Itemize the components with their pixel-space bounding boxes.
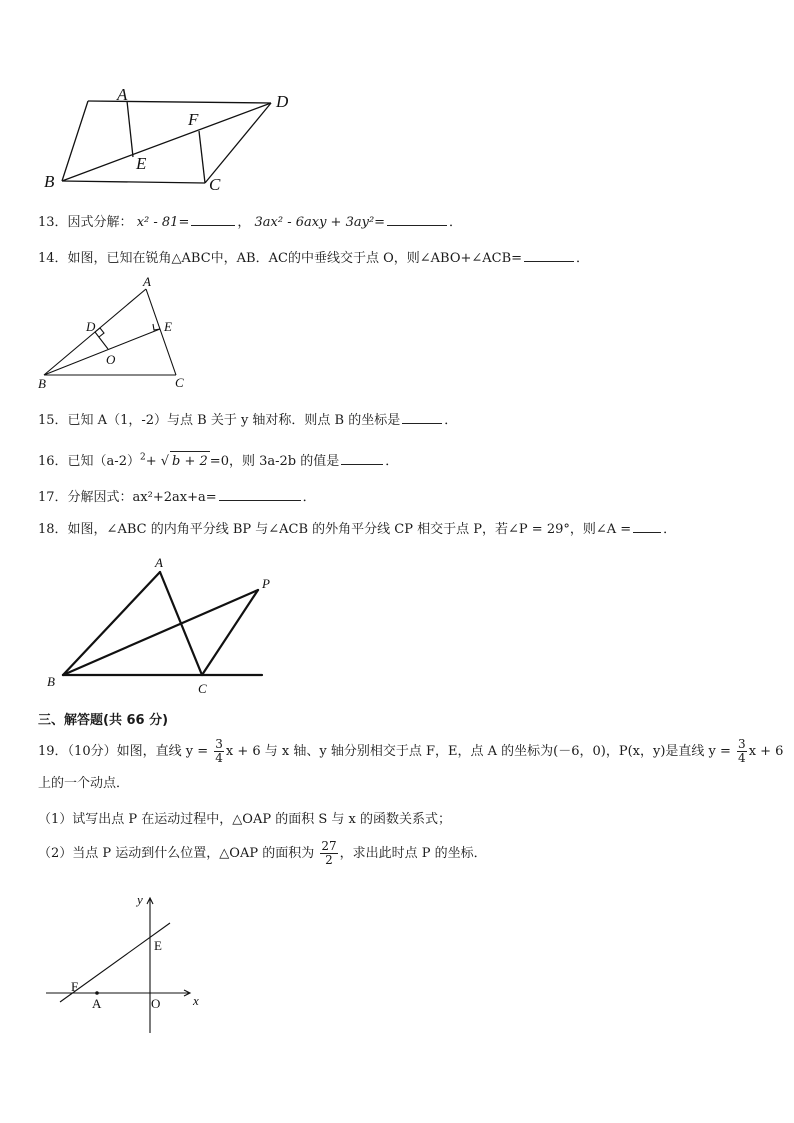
segment-cf: [199, 131, 205, 183]
label-e: E: [136, 154, 147, 173]
question-17: [38, 487, 316, 508]
label-e: E: [154, 938, 162, 953]
question-text: 如图，直线 y =: [116, 744, 209, 759]
question-15: [38, 410, 457, 431]
answer-blank: [524, 248, 574, 262]
question-19: [38, 738, 783, 766]
label-f: F: [71, 979, 79, 994]
answer-blank: [219, 487, 301, 501]
period: ．: [449, 215, 463, 230]
question-text: 已知 A（1，-2）与点 B 关于 y 轴对称．则点 B 的坐标是: [67, 413, 401, 428]
parallelogram-figure: [40, 85, 300, 195]
answer-blank: [633, 519, 661, 533]
triangle-figure: [36, 275, 196, 395]
period: ．: [302, 490, 316, 505]
label-b: B: [47, 674, 55, 689]
question-text: 已知（a-2）: [67, 454, 140, 469]
separator: ，: [237, 215, 251, 230]
sqrt-symbol: √: [160, 454, 170, 469]
segment-ab: [62, 101, 88, 181]
question-13: [38, 212, 462, 233]
label-x: x: [193, 993, 199, 1008]
fraction: $\frac{27}{2}$: [321, 839, 337, 867]
question-text: （2）当点 P 运动到什么位置，△OAP 的面积为: [38, 846, 315, 861]
label-e: E: [164, 319, 172, 334]
question-number: 17．: [38, 490, 68, 505]
question-19-part1: （1）试写出点 P 在运动过程中，△OAP 的面积 S 与 x 的函数关系式；: [38, 812, 451, 827]
label-b: B: [44, 172, 55, 191]
bisector-figure: [40, 552, 290, 697]
label-a: A: [155, 555, 163, 570]
period: ．: [444, 413, 458, 428]
label-c: C: [198, 681, 207, 696]
label-a: A: [117, 85, 128, 104]
period: ．: [385, 454, 399, 469]
section-title: 三、解答题(共 66 分): [38, 713, 169, 728]
question-text: 分解因式：ax²+2ax+a=: [67, 490, 217, 505]
question-text: 如图，∠ABC 的内角平分线 BP 与∠ACB 的外角平分线 CP 相交于点 P，若∠P = 29°，则∠A =: [67, 522, 632, 537]
question-number: 15．: [38, 413, 68, 428]
question-19-part2: [38, 840, 487, 868]
segment-bc: [62, 181, 205, 183]
label-y: y: [137, 892, 143, 907]
fraction: $\frac{3}{4}$: [738, 737, 746, 765]
question-number: 16．: [38, 454, 68, 469]
right-angle-mark: [95, 328, 104, 337]
question-14: [38, 248, 589, 269]
question-number: 13．: [38, 215, 68, 230]
sqrt-content: b + 2: [170, 451, 210, 472]
question-16: [38, 451, 398, 472]
question-text: 因式分解：: [67, 215, 133, 230]
label-o: O: [151, 996, 161, 1011]
label-d: D: [276, 92, 289, 111]
segment-ad: [88, 101, 271, 103]
question-text: x + 6 与 x 轴、y 轴分别相交于点 F，E，点 A 的坐标为(－6，0)，P(x，y)是直线 y =: [225, 744, 731, 759]
label-p: P: [262, 576, 270, 591]
answer-blank: [387, 212, 447, 226]
question-19-line2: 上的一个动点．: [38, 776, 130, 791]
label-o: O: [106, 352, 116, 367]
label-a: A: [92, 996, 102, 1011]
answer-blank: [402, 410, 442, 424]
label-b: B: [38, 376, 46, 391]
question-score: （10分）: [67, 744, 117, 759]
math-expression: x + 6: [748, 744, 784, 759]
label-c: C: [175, 375, 184, 390]
question-text: ，求出此时点 P 的坐标．: [339, 846, 487, 861]
math-expression: 3ax² - 6axy + 3ay²=: [254, 215, 386, 230]
answer-blank: [341, 451, 383, 465]
segment-be: [44, 329, 160, 375]
math-expression: x² - 81=: [136, 215, 190, 230]
question-text: 如图，已知在锐角△ABC中，AB．AC的中垂线交于点 O，则∠ABO+∠ACB=: [67, 251, 523, 266]
question-number: 14．: [38, 251, 68, 266]
label-d: D: [86, 319, 96, 334]
label-c: C: [209, 175, 221, 194]
segment-ab: [63, 572, 160, 675]
question-text: =0，则 3a-2b 的值是: [209, 454, 340, 469]
plus-sign: +: [145, 454, 157, 469]
label-a: A: [143, 274, 151, 289]
answer-blank: [191, 212, 235, 226]
question-number: 19．: [38, 744, 68, 759]
point-a: [95, 991, 99, 995]
period: ．: [576, 251, 590, 266]
question-number: 18．: [38, 522, 68, 537]
period: ．: [663, 522, 677, 537]
fraction: $\frac{3}{4}$: [215, 737, 223, 765]
question-18: [38, 519, 676, 540]
label-f: F: [188, 110, 199, 129]
segment-ae: [127, 101, 133, 157]
exponent: 2: [139, 452, 146, 463]
coordinate-figure: [40, 890, 220, 1040]
